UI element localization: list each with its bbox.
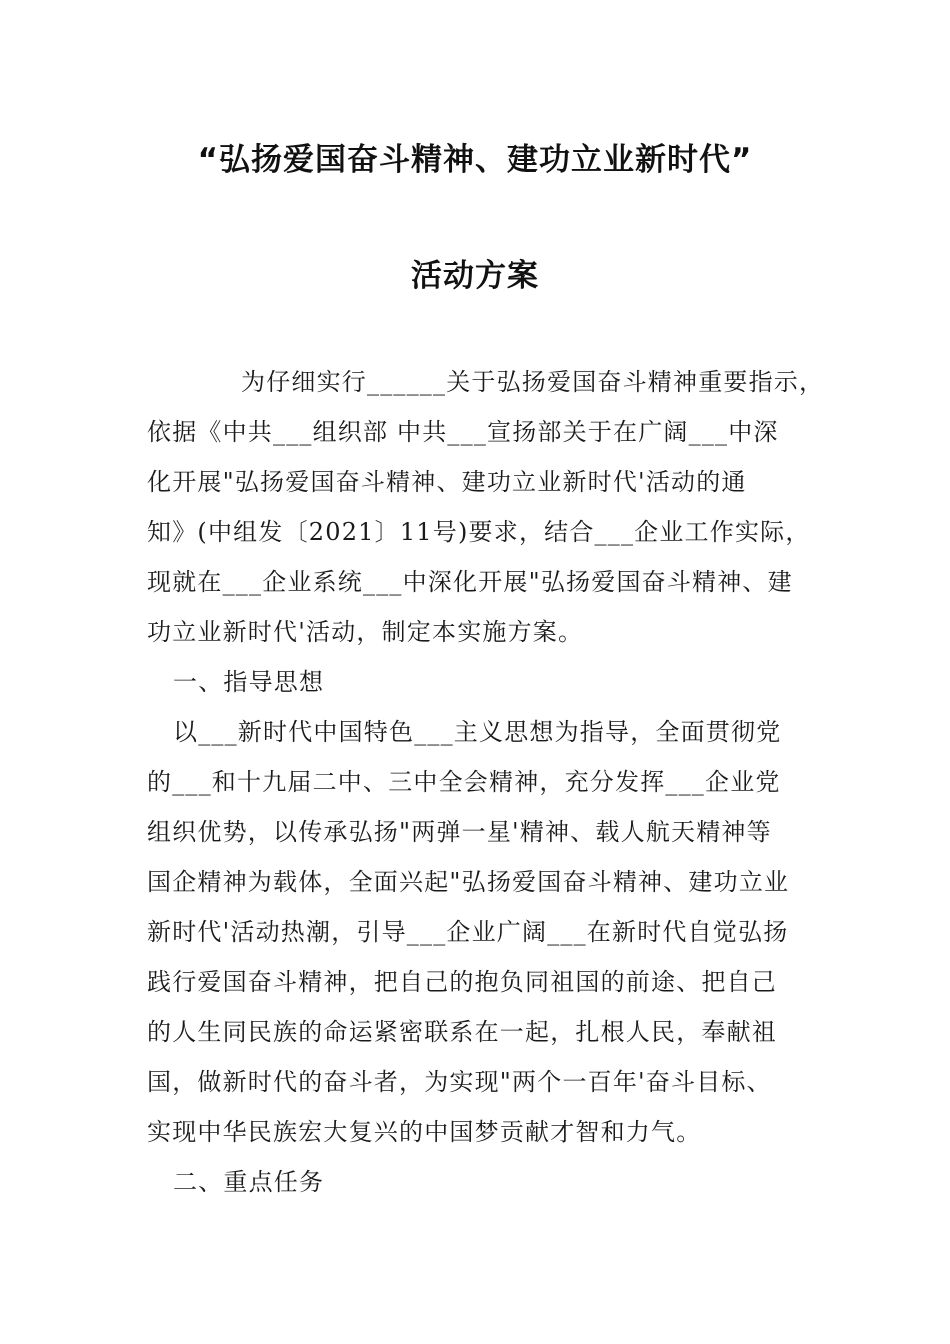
document-title-line-1: “弘扬爱国奋斗精神、建功立业新时代” (197, 142, 753, 178)
section1-line: 新时代'活动热潮，引导___企业广阔___在新时代自觉弘扬 (147, 918, 789, 946)
section1-line: 的人生同民族的命运紧密联系在一起，扎根人民，奉献祖 (147, 1018, 777, 1046)
section1-line: 组织优势，以传承弘扬"两弹一星'精神、载人航天精神等 (147, 818, 772, 846)
section1-line: 国，做新时代的奋斗者，为实现"两个一百年'奋斗目标、 (147, 1068, 772, 1096)
section-heading: 二、重点任务 (173, 1168, 325, 1196)
intro-line: 现就在___企业系统___中深化开展"弘扬爱国奋斗精神、建 (147, 568, 793, 596)
section1-line: 的___和十九届二中、三中全会精神，充分发挥___企业党 (147, 768, 781, 796)
section1-line: 实现中华民族宏大复兴的中国梦贡献才智和力气。 (147, 1118, 702, 1146)
intro-line: 化开展"弘扬爱国奋斗精神、建功立业新时代'活动的通 (147, 468, 747, 496)
intro-line: 为仔细实行______关于弘扬爱国奋斗精神重要指示， (241, 368, 825, 396)
section1-line: 践行爱国奋斗精神，把自己的抱负同祖国的前途、把自己 (147, 968, 777, 996)
section1-line: 以___新时代中国特色___主义思想为指导，全面贯彻党 (173, 718, 782, 746)
intro-line: 知》(中组发〔2021〕11号)要求，结合___企业工作实际， (147, 518, 811, 546)
section-heading: 一、指导思想 (173, 668, 325, 696)
document-title-line-2: 活动方案 (411, 258, 539, 294)
section1-line: 国企精神为载体，全面兴起"弘扬爱国奋斗精神、建功立业 (147, 868, 790, 896)
intro-line: 依据《中共___组织部 中共___宣扬部关于在广阔___中深 (147, 418, 779, 446)
intro-line: 功立业新时代'活动，制定本实施方案。 (147, 618, 584, 646)
